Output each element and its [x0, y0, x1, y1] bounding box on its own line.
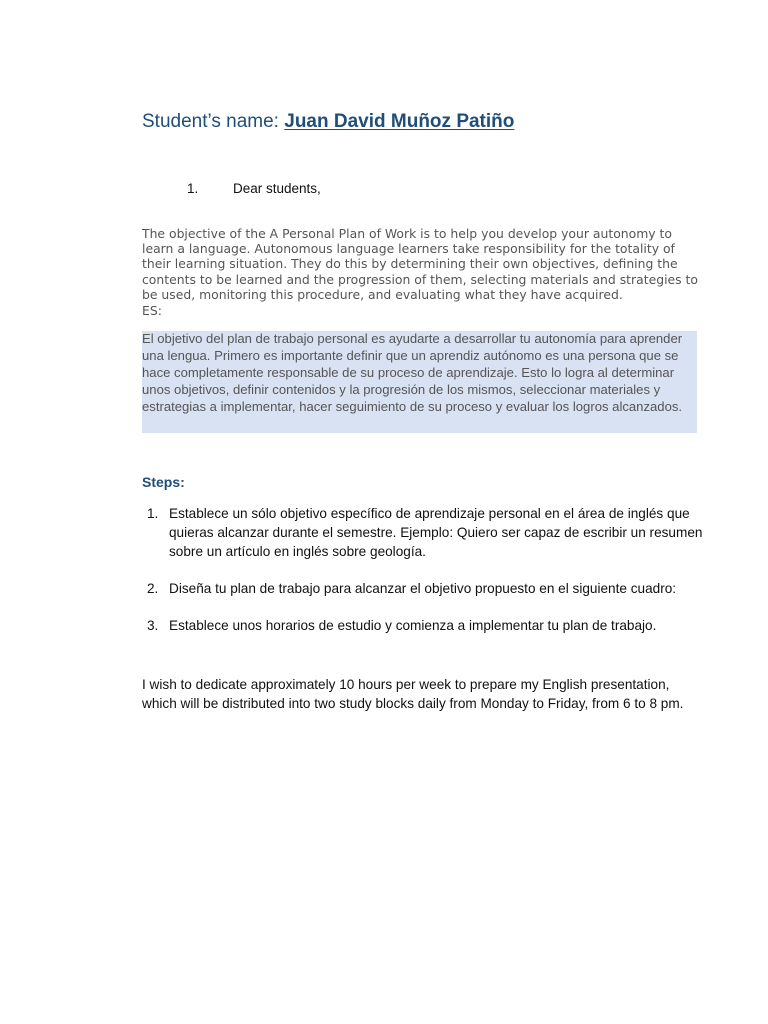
steps-heading: Steps: — [142, 474, 185, 490]
student-name-label: Student’s name: — [142, 111, 285, 132]
step-number: 2. — [147, 581, 159, 596]
es-label: ES: — [142, 303, 162, 318]
step-number: 3. — [147, 618, 159, 633]
study-plan-statement: I wish to dedicate approximately 10 hours per week to prepare my English presentation, which will be distributed into two study blocks daily from Monday to Friday, from 6 to 8 pm. — [142, 677, 684, 711]
student-name-line — [142, 111, 514, 133]
step-text: Diseña tu plan de trabajo para alcanzar el objetivo propuesto en el siguiente cuadro: — [169, 581, 677, 596]
intro-greeting: Dear students, — [233, 181, 321, 196]
student-name-value: Juan David Muñoz Patiño — [284, 111, 515, 132]
step-number: 1. — [147, 506, 159, 521]
objective-spanish-paragraph: El objetivo del plan de trabajo personal es ayudarte a desarrollar tu autonomía para aprender una lengua. Primero es importante definir que un aprendiz autónomo es una persona que se hace completamente responsable de su proceso de aprendizaje. Esto lo logra al determinar unos objetivos, definir contenidos y la progresión de los mismos, seleccionar materiales y estrategias a implementar, hacer seguimiento de su proceso y evaluar los logros alcanzados. — [142, 331, 683, 414]
intro-number: 1. — [187, 181, 199, 196]
step-text: Establece unos horarios de estudio y comienza a implementar tu plan de trabajo. — [169, 618, 657, 633]
step-text: Establece un sólo objetivo específico de aprendizaje personal en el área de inglés que quieras alcanzar durante el semestre. Ejemplo: Quiero ser capaz de escribir un resumen sobre un artículo en inglés sobre geología. — [169, 506, 703, 559]
objective-english-paragraph: The objective of the A Personal Plan of Work is to help you develop your autonomy to learn a language. Autonomous language learners take responsibility for the totality of their learning situation. They do this by determining their own objectives, defining the contents to be learned and the progression of them, selecting materials and strategies to be used, monitoring this procedure, and evaluating what they have acquired. — [142, 226, 698, 302]
